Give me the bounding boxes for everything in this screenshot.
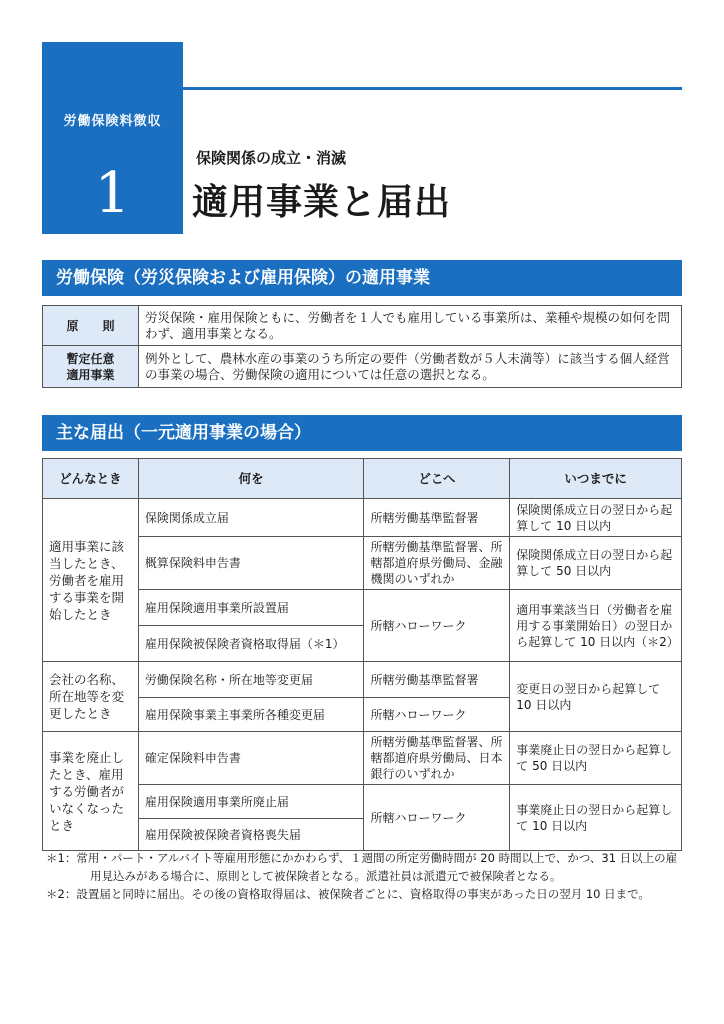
cell-where: 所轄労働基準監督署、所轄都道府県労働局、日本銀行のいずれか [364, 732, 510, 785]
chapter-badge [42, 42, 183, 234]
row-label-line: 暫定任意 [66, 351, 115, 366]
cell-what: 労働保険名称・所在地等変更届 [138, 662, 364, 698]
applicable-business-table [42, 305, 682, 388]
cell-what: 雇用保険適用事業所設置届 [138, 590, 364, 626]
table-row [43, 662, 682, 698]
column-header-deadline: いつまでに [510, 459, 682, 499]
header-rule [183, 87, 682, 90]
table-row [43, 785, 682, 819]
cell-deadline: 保険関係成立日の翌日から起算して 50 日以内 [510, 537, 682, 590]
cell-where: 所轄労働基準監督署、所轄都道府県労働局、金融機関のいずれか [364, 537, 510, 590]
row-label-provisional [43, 346, 139, 388]
footnotes [46, 849, 686, 903]
column-header-where: どこへ [364, 459, 510, 499]
table-row [43, 346, 682, 388]
footnote: ＊2：設置届と同時に届出。その後の資格取得届は、被保険者ごとに、資格取得の事実があった日の翌月 10 日まで。 [46, 887, 650, 901]
cell-when: 適用事業に該当したとき、労働者を雇用する事業を開始したとき [43, 499, 139, 662]
cell-deadline: 事業廃止日の翌日から起算して 10 日以内 [510, 785, 682, 851]
table-row [43, 732, 682, 785]
cell-what: 雇用保険事業主事業所各種変更届 [138, 698, 364, 732]
cell-where: 所轄ハローワーク [364, 785, 510, 851]
chapter-category: 労働保険料徴収 [63, 114, 162, 129]
footnote: ＊1：常用・パート・アルバイト等雇用形態にかかわらず、１週間の所定労働時間が 20 時間以上で、かつ、31 日以上の雇用見込みがある場合に、原則として被保険者となる。派遣社員は派遣元で被保険者となる。 [46, 851, 678, 883]
row-label-line: 適用事業 [66, 367, 115, 382]
cell-where: 所轄ハローワーク [364, 590, 510, 662]
row-label-principle: 原 則 [43, 306, 139, 346]
row-text-provisional: 例外として、農林水産の事業のうち所定の要件（労働者数が５人未満等）に該当する個人経営の事業の場合、労働保険の適用については任意の選択となる。 [139, 346, 682, 388]
cell-deadline: 適用事業該当日（労働者を雇用する事業開始日）の翌日から起算して 10 日以内（＊2） [510, 590, 682, 662]
table-row [43, 537, 682, 590]
cell-what: 雇用保険適用事業所廃止届 [138, 785, 364, 819]
section-heading-applicable: 労働保険（労災保険および雇用保険）の適用事業 [42, 260, 682, 296]
chapter-number: 1 [94, 161, 131, 226]
cell-where: 所轄労働基準監督署 [364, 662, 510, 698]
cell-deadline: 事業廃止日の翌日から起算して 50 日以内 [510, 732, 682, 785]
table-row [43, 306, 682, 346]
cell-deadline: 変更日の翌日から起算して 10 日以内 [510, 662, 682, 732]
page-subtitle: 保険関係の成立・消滅 [196, 149, 347, 167]
cell-what: 保険関係成立届 [138, 499, 364, 537]
cell-what: 雇用保険被保険者資格取得届（＊1） [138, 626, 364, 662]
cell-where: 所轄ハローワーク [364, 698, 510, 732]
cell-deadline: 保険関係成立日の翌日から起算して 10 日以内 [510, 499, 682, 537]
cell-what: 概算保険料申告書 [138, 537, 364, 590]
column-header-when: どんなとき [43, 459, 139, 499]
column-header-what: 何を [138, 459, 364, 499]
cell-where: 所轄労働基準監督署 [364, 499, 510, 537]
row-text-principle: 労災保険・雇用保険ともに、労働者を１人でも雇用している事業所は、業種や規模の如何を問わず、適用事業となる。 [139, 306, 682, 346]
table-row [43, 590, 682, 626]
cell-when: 事業を廃止したとき、雇用する労働者がいなくなったとき [43, 732, 139, 851]
section-heading-filings: 主な届出（一元適用事業の場合） [42, 415, 682, 451]
page-title: 適用事業と届出 [192, 182, 452, 223]
cell-what: 雇用保険被保険者資格喪失届 [138, 819, 364, 851]
cell-when: 会社の名称、所在地等を変更したとき [43, 662, 139, 732]
table-row [43, 499, 682, 537]
cell-what: 確定保険料申告書 [138, 732, 364, 785]
filings-table [42, 458, 682, 851]
table-header-row [43, 459, 682, 499]
